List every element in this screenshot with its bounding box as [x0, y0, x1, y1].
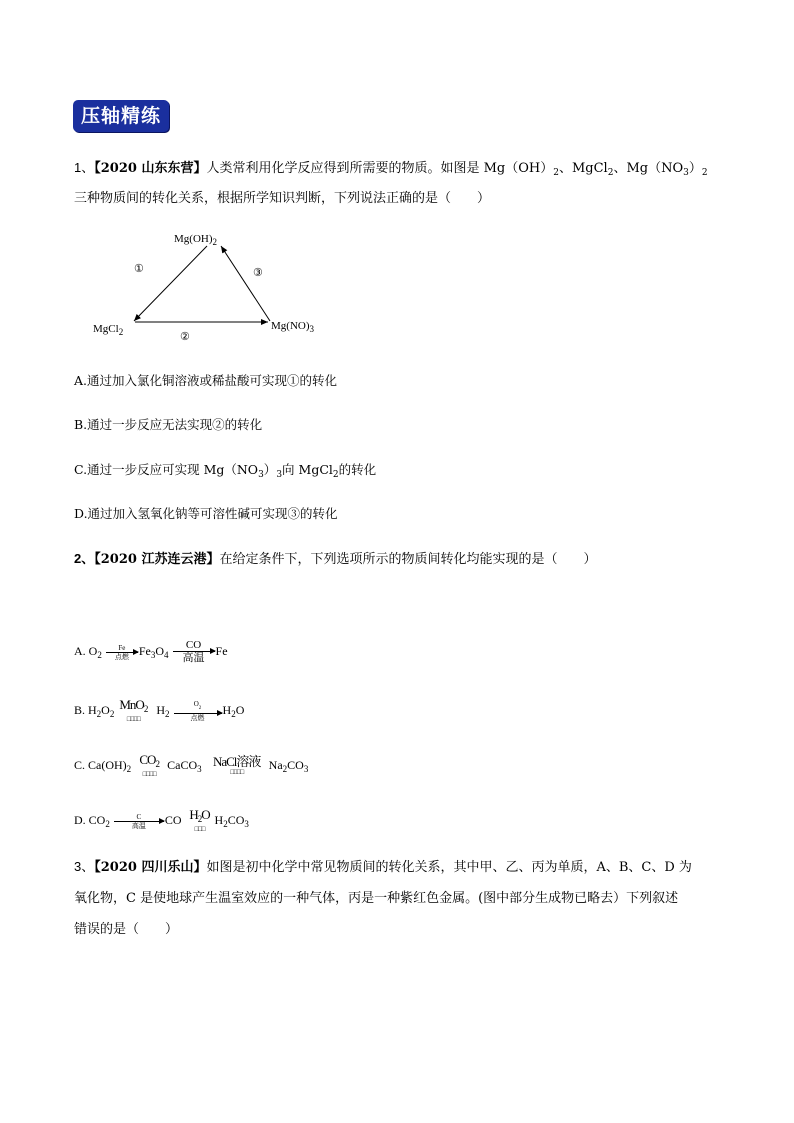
q1-option-b: B.通过一步反应无法实现②的转化	[74, 417, 263, 432]
q1-option-c: C.通过一步反应可实现 $Mg(NO_3)_3$向 MgCl$_2$的转化	[74, 462, 377, 480]
q1-label-1: ①	[134, 262, 144, 275]
q2-option-a: A. $O_2$ Fe 点燃 $Fe_3O_4$ CO 高温 Fe	[74, 639, 228, 664]
q2-d-reagent-h2o: $H_2O$ □□□	[189, 807, 210, 833]
q2-number: 2、	[74, 551, 95, 566]
q1-conversion-diagram	[85, 225, 355, 350]
q1-number: 1、	[74, 160, 95, 175]
q1-option-a: A.通过加入氯化铜溶液或稀盐酸可实现①的转化	[74, 373, 338, 388]
q3-stem-line3: 错误的是（ ）	[74, 922, 179, 937]
q2-source-tag: 【2020 江苏连云港】	[94, 552, 220, 567]
q1-option-d: D.通过加入氢氧化钠等可溶性碱可实现③的转化	[74, 506, 338, 521]
q1-node-mgcl2: MgCl$_2$	[93, 323, 124, 337]
q3-stem-line2: 氧化物，C 是使地球产生温室效应的一种气体，丙是一种紫红色金属。(图中部分生成物已略去）下列叙述	[74, 891, 679, 906]
q1-stem-line1: 1、【2020 山东东营】人类常利用化学反应得到所需要的物质。如图是 $Mg(OH)_2$、MgCl$_2$、$Mg(NO_3)_2$	[74, 160, 708, 178]
q2-c-reagent-nacl: NaCl溶液 □□□□	[212, 754, 261, 776]
q2-a-arrow-2: CO 高温	[173, 640, 215, 664]
q3-number: 3、	[74, 859, 95, 874]
q2-option-c: C. $Ca(OH)_2$ $CO_2$ □□□□ CaCO$_3$ NaCl溶液 □□□□ $Na_2CO_3$	[74, 752, 309, 778]
q1-source-tag: 【2020 山东东营】	[94, 161, 207, 176]
q1-node-mgno3: $Mg(NO)_3$	[271, 320, 314, 334]
q2-d-arrow: C 高温	[114, 813, 164, 830]
q3-source-tag: 【2020 四川乐山】	[94, 860, 207, 875]
q2-option-d: D. $CO_2$ C 高温 CO $H_2O$ □□□ $H_2CO_3$	[74, 807, 249, 833]
q2-b-reagent-mno2: MnO$_2$ □□□□	[119, 697, 148, 723]
q2-stem: 2、【2020 江苏连云港】在给定条件下，下列选项所示的物质间转化均能实现的是（ ）	[74, 551, 597, 567]
q2-option-b: B. $H_2O_2$ MnO$_2$ □□□□ $H_2$ $O_2$ 点燃 $H_2O$	[74, 697, 245, 723]
section-badge: 压轴精练	[73, 100, 169, 132]
q2-b-arrow: $O_2$ 点燃	[174, 700, 222, 722]
arrow-1	[134, 246, 207, 321]
q2-c-reagent-co2: $CO_2$ □□□□	[139, 752, 159, 778]
arrow-3	[221, 246, 270, 321]
q1-stem-line2: 三种物质间的转化关系，根据所学知识判断，下列说法正确的是（ ）	[74, 191, 491, 206]
q1-label-3: ③	[253, 266, 263, 279]
q2-a-arrow-1: Fe 点燃	[106, 644, 138, 661]
q1-label-2: ②	[180, 330, 190, 343]
q1-node-mgoh2: $Mg(OH)_2$	[174, 233, 217, 247]
q3-stem-line1: 3、【2020 四川乐山】如图是初中化学中常见物质间的转化关系，其中甲、乙、丙为单质，A、B、C、D 为	[74, 859, 692, 875]
